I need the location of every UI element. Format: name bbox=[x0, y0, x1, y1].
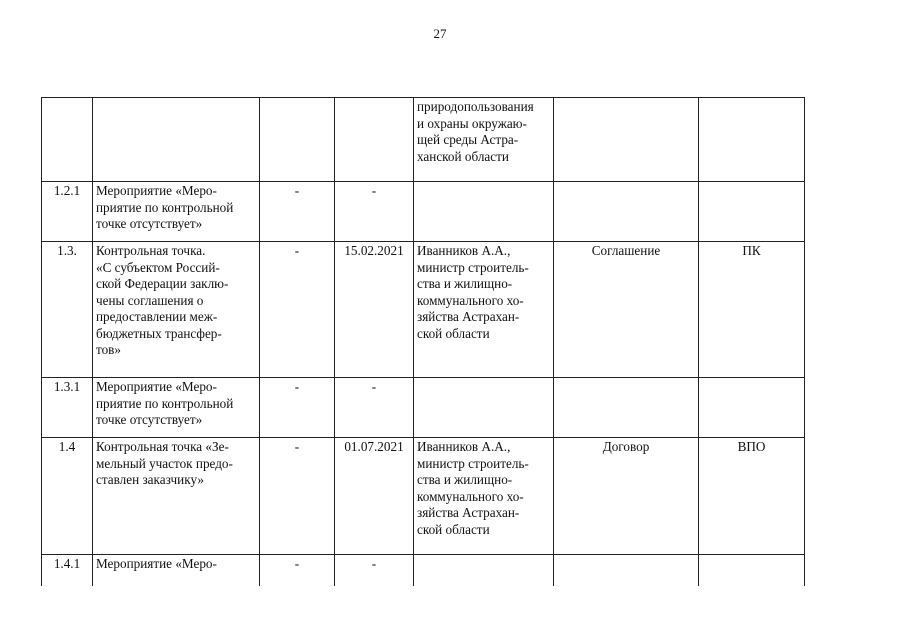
cell-responsible bbox=[414, 182, 554, 242]
cell-start: - bbox=[260, 182, 335, 242]
cell-description bbox=[93, 242, 260, 378]
cell-date bbox=[335, 98, 414, 182]
cell-responsible-line: коммунального хо- bbox=[417, 488, 524, 504]
cell-responsible-line: министр строитель- bbox=[417, 259, 529, 275]
cell-description-line: Контрольная точка «Зе- bbox=[96, 439, 229, 454]
cell-responsible-line: зяйства Астрахан- bbox=[417, 309, 520, 324]
cell-level: ПК bbox=[699, 242, 805, 378]
cell-number: 1.3. bbox=[42, 242, 93, 378]
cell-description-line: Мероприятие «Меро- bbox=[96, 379, 217, 394]
cell-responsible bbox=[414, 378, 554, 438]
cell-level bbox=[699, 555, 805, 586]
table-body bbox=[42, 98, 805, 586]
cell-start: - bbox=[260, 555, 335, 586]
cell-document bbox=[554, 98, 699, 182]
cell-description bbox=[93, 438, 260, 555]
cell-responsible-line: щей среды Астра- bbox=[417, 132, 519, 147]
cell-level bbox=[699, 378, 805, 438]
cell-description-line: предоставлении меж- bbox=[96, 309, 218, 324]
cell-description-line: «С субъектом Россий- bbox=[96, 259, 220, 275]
cell-start: - bbox=[260, 378, 335, 438]
cell-responsible-line: природопользования bbox=[417, 99, 534, 114]
cell-description-line: приятие по контрольной bbox=[96, 199, 234, 215]
cell-number: 1.3.1 bbox=[42, 378, 93, 438]
cell-document: Договор bbox=[554, 438, 699, 555]
cell-responsible bbox=[414, 242, 554, 378]
table-row bbox=[42, 98, 805, 182]
cell-date: 01.07.2021 bbox=[335, 438, 414, 555]
cell-date: - bbox=[335, 378, 414, 438]
cell-date: - bbox=[335, 555, 414, 586]
cell-description-line: точке отсутствует» bbox=[96, 216, 203, 231]
cell-description-line: ской Федерации заклю- bbox=[96, 276, 229, 291]
cell-level bbox=[699, 182, 805, 242]
page-number: 27 bbox=[433, 26, 447, 41]
cell-description-line: ставлен заказчику» bbox=[96, 472, 204, 487]
table-row bbox=[42, 182, 805, 242]
cell-level: ВПО bbox=[699, 438, 805, 555]
cell-description-line: точке отсутствует» bbox=[96, 412, 203, 427]
cell-number: 1.2.1 bbox=[42, 182, 93, 242]
cell-responsible-line: ской области bbox=[417, 521, 490, 537]
cell-start: - bbox=[260, 438, 335, 555]
cell-responsible bbox=[414, 98, 554, 182]
cell-description bbox=[93, 98, 260, 182]
cell-description-line: Мероприятие «Меро- bbox=[96, 183, 217, 198]
cell-description-line: Мероприятие «Меро- bbox=[96, 556, 217, 571]
cell-responsible-line: коммунального хо- bbox=[417, 292, 524, 308]
cell-description-line: Контрольная точка. bbox=[96, 243, 206, 258]
cell-description-line: приятие по контрольной bbox=[96, 395, 234, 411]
cell-number: 1.4 bbox=[42, 438, 93, 555]
cell-description bbox=[93, 378, 260, 438]
table-row bbox=[42, 242, 805, 378]
cell-document bbox=[554, 182, 699, 242]
table-row bbox=[42, 378, 805, 438]
cell-document bbox=[554, 378, 699, 438]
cell-number bbox=[42, 98, 93, 182]
cell-responsible-line: ской области bbox=[417, 325, 490, 341]
cell-responsible-line: ства и жилищно- bbox=[417, 276, 513, 291]
cell-description-line: бюджетных трансфер- bbox=[96, 325, 222, 341]
cell-date: 15.02.2021 bbox=[335, 242, 414, 378]
cell-responsible-line: Иванников А.А., bbox=[417, 439, 511, 454]
cell-start bbox=[260, 98, 335, 182]
cell-number: 1.4.1 bbox=[42, 555, 93, 586]
table-row bbox=[42, 438, 805, 555]
cell-responsible-line: зяйства Астрахан- bbox=[417, 505, 520, 520]
cell-responsible-line: ханской области bbox=[417, 148, 509, 164]
cell-date: - bbox=[335, 182, 414, 242]
cell-document bbox=[554, 555, 699, 586]
cell-description-line: чены соглашения о bbox=[96, 292, 204, 308]
table-row bbox=[42, 555, 805, 586]
cell-responsible-line: и охраны окружаю- bbox=[417, 115, 527, 131]
cell-document: Соглашение bbox=[554, 242, 699, 378]
cell-responsible bbox=[414, 438, 554, 555]
cell-responsible-line: Иванников А.А., bbox=[417, 243, 511, 258]
cell-description-line: тов» bbox=[96, 342, 122, 357]
cell-description bbox=[93, 555, 260, 586]
control-points-table bbox=[41, 97, 805, 586]
cell-responsible-line: ства и жилищно- bbox=[417, 472, 513, 487]
cell-start: - bbox=[260, 242, 335, 378]
cell-description bbox=[93, 182, 260, 242]
cell-responsible bbox=[414, 555, 554, 586]
cell-responsible-line: министр строитель- bbox=[417, 455, 529, 471]
cell-level bbox=[699, 98, 805, 182]
cell-description-line: мельный участок предо- bbox=[96, 455, 233, 471]
